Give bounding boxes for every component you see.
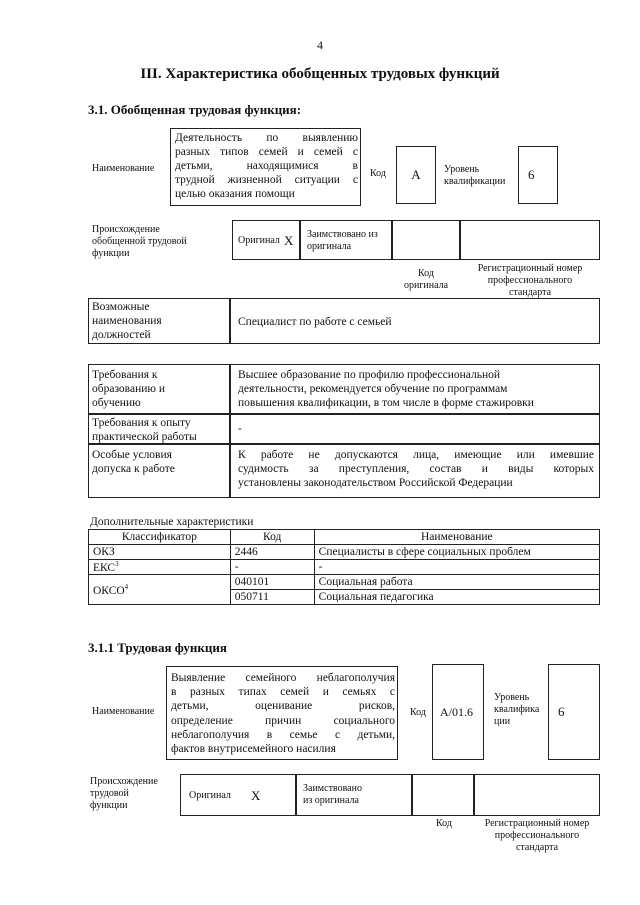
edu-value [238,368,594,410]
classifier-cell [89,575,231,605]
tf-orig-code-cell [412,774,474,816]
tf-level-line: ции [494,716,511,727]
tf-name-line: неблагополучия в семье с детьми, [171,728,395,741]
special-value-line: К работе не допускаются лица, имеющие или имевшие [238,449,594,461]
tf-name-label: Наименование [92,706,155,717]
gtf-name-label: Наименование [92,163,155,174]
tf-name-line: детьми, оценивание рисков, [171,700,395,713]
tf-heading: 3.1.1 Трудовая функция [88,640,227,655]
tf-reg-number-line: профессионального [494,830,580,841]
tf-name-box [166,666,398,760]
gtf-orig-code-line: оригинала [403,280,449,291]
edu-label [92,368,165,410]
col-header-title: Наименование [314,530,599,545]
title-cell: Социальная педагогика [314,590,599,605]
page-number: 4 [317,38,323,52]
footnote-mark: 4 [124,582,129,591]
exp-label-cell [88,414,230,444]
special-label [92,448,175,476]
gtf-level-value: 6 [518,146,558,204]
gtf-heading: 3.1. Обобщенная трудовая функция: [88,102,302,117]
exp-label-line: практической работы [92,431,197,443]
tf-borrowed-text [303,783,362,807]
edu-value-cell [230,364,600,414]
positions-label-line: Возможные [92,301,150,313]
footnote-mark: 3 [115,560,119,569]
positions-value-cell [230,298,600,344]
tf-original-label: Оригинал [189,790,231,801]
gtf-code-label: Код [370,168,386,179]
tf-name-line: определение причин социального [171,714,395,727]
code-cell: 050711 [230,590,314,605]
gtf-name-line: Деятельность по выявлению [175,132,358,144]
gtf-name-line: детьми, находящимися в [175,160,358,172]
special-value [238,448,594,490]
gtf-origin-label [92,224,187,260]
gtf-origin-label-line: обобщенной трудовой [92,236,187,247]
col-header-code: Код [230,530,314,545]
special-label-cell [88,444,230,498]
code-cell: - [230,560,314,575]
edu-value-line: деятельности, рекомендуется обучение по программам [238,383,508,395]
gtf-origin-label-line: Происхождение [92,224,160,235]
gtf-name-line: трудной жизненной ситуации с [175,174,358,186]
tf-code-caption: Код [436,818,452,829]
code-cell: 040101 [230,575,314,590]
edu-value-line: повышения квалификации, в том числе в форме стажировки [238,397,534,409]
tf-original-cell [180,774,296,816]
section-title: III. Характеристика обобщенных трудовых функций [140,66,500,82]
tf-name-text [171,671,395,756]
gtf-orig-code-line: Код [418,268,434,279]
title-cell: Социальная работа [314,575,599,590]
gtf-orig-code-cell [392,220,460,260]
code-cell: 2446 [230,545,314,560]
gtf-level-label-line: Уровень [444,164,480,175]
additional-header-row [89,530,600,545]
table-row [89,575,600,590]
table-row [89,560,600,575]
gtf-original-mark: X [284,233,294,248]
title-cell: - [314,560,599,575]
gtf-level-label-line: квалификации [444,176,506,187]
tf-origin-label [90,776,158,812]
tf-reg-number-caption [474,818,600,854]
special-label-line: допуска к работе [92,463,175,475]
title-cell: Специалисты в сфере социальных проблем [314,545,599,560]
tf-origin-label-line: трудовой [90,788,129,799]
gtf-reg-number-line: профессионального [487,275,573,286]
gtf-original-label: Оригинал [238,235,280,246]
edu-label-line: обучению [92,397,141,409]
tf-level-value: 6 [548,664,600,760]
gtf-borrowed-cell [300,220,392,260]
gtf-orig-code-caption [392,268,460,292]
tf-level-label [494,692,539,728]
tf-name-line: Выявление семейного неблагополучия [171,672,395,684]
edu-label-line: Требования к [92,369,158,381]
positions-label [92,300,162,342]
col-header-classifier: Классификатор [89,530,231,545]
gtf-name-line: разных типов семей и семей с [175,146,358,158]
special-value-cell [230,444,600,498]
gtf-name-text [175,131,358,201]
positions-value: Специалист по работе с семьей [238,316,392,328]
classifier-cell [89,560,231,575]
gtf-reg-number-line: стандарта [508,287,552,298]
edu-value-line: Высшее образование по профилю профессиональной [238,369,501,381]
classifier-name: ЕКС [93,561,116,574]
exp-value-cell [230,414,600,444]
gtf-reg-number-line: Регистрационный номер [477,263,583,274]
exp-value: - [238,423,242,435]
tf-borrowed-line: Заимствовано [303,783,362,794]
special-label-line: Особые условия [92,449,172,461]
edu-label-cell [88,364,230,414]
tf-origin-label-line: функции [90,800,128,811]
table-row [89,545,600,560]
gtf-origin-label-line: функции [92,248,130,259]
tf-reg-number-line: стандарта [515,842,559,853]
positions-label-cell [88,298,230,344]
exp-label [92,416,197,444]
positions-label-line: наименования [92,315,162,327]
tf-reg-number-cell [474,774,600,816]
gtf-reg-number-caption [460,263,600,299]
edu-label-line: образованию и [92,383,165,395]
tf-borrowed-line: из оригинала [303,795,359,806]
tf-original-mark: X [251,788,261,803]
tf-origin-label-line: Происхождение [90,776,158,787]
gtf-name-line: целью оказания помощи [175,188,295,200]
exp-label-line: Требования к опыту [92,417,191,429]
tf-code-label: Код [410,707,426,718]
classifier-name: ОКСО [93,584,125,597]
tf-reg-number-line: Регистрационный номер [484,818,590,829]
gtf-reg-number-cell [460,220,600,260]
additional-table [88,529,600,605]
gtf-level-label [444,164,505,188]
tf-code-value: A/01.6 [432,664,484,760]
positions-label-line: должностей [92,329,151,341]
gtf-borrowed-text [307,229,378,253]
special-value-line: судимость за преступления, состав и виды которых [238,463,594,475]
tf-borrowed-cell [296,774,412,816]
tf-name-line: в разных типах семей и семьях с [171,686,395,699]
tf-level-line: Уровень [494,692,530,703]
gtf-original-cell [232,220,300,260]
tf-level-line: квалифика [494,704,540,715]
special-value-line: установлены законодательством Российской Федерации [238,477,513,489]
gtf-name-box [170,128,361,206]
gtf-borrowed-line: Заимствовано из [307,229,378,240]
gtf-code-value: А [396,146,436,204]
tf-name-line: фактов внутрисемейного насилия [171,743,336,756]
gtf-borrowed-line: оригинала [307,241,352,252]
additional-caption: Дополнительные характеристики [90,516,254,528]
classifier-cell: ОКЗ [89,545,231,560]
